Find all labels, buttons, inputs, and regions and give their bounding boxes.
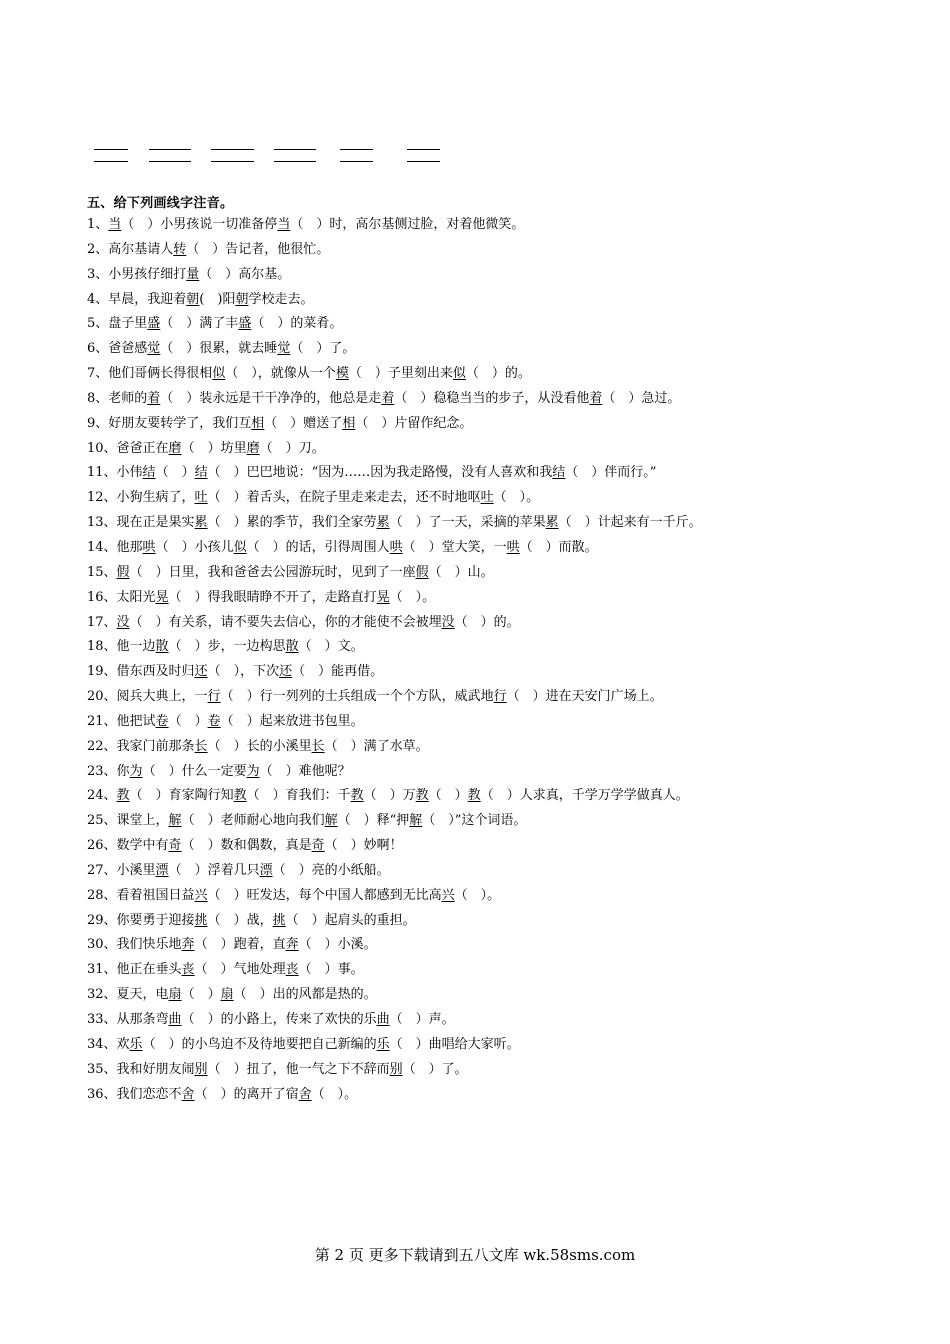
underlined-character: 漂: [259, 862, 273, 878]
exercise-text: （ ）的。: [454, 614, 520, 630]
exercise-text: （ ）。: [311, 1086, 358, 1102]
underlined-character: 漂: [155, 862, 169, 878]
exercise-item: [87, 933, 887, 958]
underlined-character: 乐: [129, 1036, 143, 1052]
exercise-item: [87, 834, 887, 859]
exercise-text: （ ）人求真，千学万学学做真人。: [480, 788, 689, 804]
exercise-text: （ ）赠送了: [264, 415, 343, 431]
underlined-character: 还: [279, 664, 293, 680]
underlined-character: 似: [233, 539, 247, 555]
underlined-character: 累: [376, 515, 390, 531]
exercise-text: （ ）小男孩说一切准备停: [121, 217, 278, 232]
exercise-text: （ ）的离开了宿: [194, 1086, 299, 1102]
underlined-character: 扇: [220, 987, 234, 1003]
blank-line: [274, 149, 316, 162]
blank-line: [149, 149, 191, 162]
exercise-text: 34、欢: [87, 1036, 130, 1052]
underlined-character: 转: [173, 241, 187, 257]
underlined-character: 结: [142, 465, 156, 481]
underlined-character: 吐: [194, 490, 208, 506]
underlined-character: 别: [389, 1061, 403, 1077]
exercise-text: 25、课堂上，: [87, 813, 169, 829]
exercise-text: 9、好朋友要转学了，我们互: [87, 415, 252, 431]
underlined-character: 还: [194, 664, 208, 680]
exercise-text: 12、小狗生病了，: [87, 490, 195, 506]
exercise-text: （ ）。: [389, 589, 436, 605]
exercise-text: （ ）刀。: [259, 440, 325, 456]
underlined-character: 累: [545, 515, 559, 531]
exercise-text: （ ）很累，就去睡: [160, 341, 278, 357]
exercise-text: （ ）稳稳当当的步子，从没看他: [394, 390, 590, 406]
exercise-text: （ ）急过。: [602, 390, 681, 406]
underlined-character: 行: [493, 689, 507, 705]
underlined-character: 为: [246, 763, 260, 779]
underlined-character: 量: [186, 266, 200, 282]
exercise-text: 26、数学中有: [87, 838, 169, 854]
exercise-text: （ ）旺发达，每个中国人都感到无比高: [207, 887, 442, 903]
exercise-text: 13、现在正是果实: [87, 515, 195, 531]
underlined-character: 哄: [142, 539, 156, 555]
exercise-text: 16、太阳光: [87, 589, 156, 605]
underlined-character: 奇: [311, 838, 325, 854]
underlined-character: 当: [277, 217, 291, 232]
underlined-character: 兴: [441, 887, 455, 903]
exercise-item: [87, 486, 887, 511]
underlined-character: 结: [552, 465, 566, 481]
exercise-text: 11、小伟: [87, 465, 143, 481]
underlined-character: 教: [233, 788, 247, 804]
exercise-text: （ ）出的风都是热的。: [233, 987, 377, 1003]
page-footer: 第 2 页 更多下载请到五八文库 wk.58sms.com: [314, 1246, 636, 1264]
exercise-text: （ ）声。: [389, 1012, 455, 1027]
exercise-text: 学校走去。: [248, 291, 314, 307]
exercise-text: 30、我们快乐地: [87, 937, 182, 953]
exercise-text: （ ）起来放进书包里。: [220, 713, 364, 729]
exercise-text: （ ）。: [454, 887, 501, 903]
underlined-character: 教: [116, 788, 130, 804]
underlined-character: 盛: [238, 316, 252, 332]
exercise-item: [87, 1083, 887, 1108]
exercise-text: 2、高尔基请人: [87, 241, 174, 257]
exercise-item: [87, 809, 887, 834]
underlined-character: 吐: [480, 490, 494, 506]
exercise-text: （ ）文。: [298, 639, 364, 655]
exercise-text: 24、: [87, 788, 117, 804]
underlined-character: 晃: [155, 589, 169, 605]
exercise-text: （ ）的菜肴。: [251, 316, 343, 332]
exercise-text: （ ）满了水草。: [324, 738, 429, 754]
exercise-item: [87, 611, 887, 636]
exercise-text: （ ）满了丰: [160, 316, 239, 332]
exercise-item: [87, 586, 887, 611]
exercise-text: （ ）。: [493, 490, 540, 506]
underlined-character: 散: [155, 639, 169, 655]
exercise-item: [87, 710, 887, 735]
underlined-character: 卷: [207, 713, 221, 729]
underlined-character: 没: [441, 614, 455, 630]
exercise-text: （ ）山。: [428, 564, 494, 580]
exercise-item: [87, 337, 887, 362]
underlined-character: 散: [285, 639, 299, 655]
underlined-character: 教: [350, 788, 364, 804]
exercise-text: （ ）时，高尔基侧过脸，对着他微笑。: [290, 217, 525, 232]
exercise-text: （ ）的。: [465, 366, 531, 382]
exercise-text: （ ）: [428, 788, 468, 804]
exercise-text: 35、我和好朋友闹: [87, 1061, 195, 1077]
exercise-text: （ ）妙啊！: [324, 838, 403, 854]
underlined-character: 似: [212, 366, 226, 382]
underlined-character: 磨: [168, 440, 182, 456]
exercise-text: 17、: [87, 614, 117, 630]
exercise-item: [87, 536, 887, 561]
underlined-character: 觉: [147, 341, 161, 357]
underlined-character: 着: [381, 390, 395, 406]
underlined-character: 卷: [155, 713, 169, 729]
exercise-text: （ ）巴巴地说：“因为……因为我走路慢，没有人喜欢和我: [207, 465, 553, 481]
exercise-text: （ ）”这个词语。: [422, 813, 527, 829]
exercise-text: 20、阅兵大典上，一: [87, 689, 208, 705]
exercise-text: （ ）育我们：千: [246, 788, 351, 804]
underlined-character: 着: [147, 390, 161, 406]
exercise-item: [87, 238, 887, 263]
exercise-text: 32、夏天，电: [87, 987, 169, 1003]
exercise-item: [87, 288, 887, 313]
exercise-text: 22、我家门前那条: [87, 738, 195, 754]
blank-line: [94, 149, 128, 162]
underlined-character: 别: [194, 1061, 208, 1077]
exercise-text: （ ）育家陶行知: [129, 788, 234, 804]
exercise-text: （ ）告记者，他很忙。: [186, 241, 330, 257]
exercise-text: 6、爸爸感: [87, 341, 148, 357]
underlined-character: 假: [415, 564, 429, 580]
exercise-text: （ ）跑着，直: [194, 937, 286, 953]
exercise-text: （ ）高尔基。: [199, 266, 291, 282]
exercise-item: [87, 735, 887, 760]
exercise-text: （ ）亮的小纸船。: [272, 862, 390, 878]
exercise-text: （ ）子里刻出来: [348, 366, 453, 382]
exercise-text: （ ）老师耐心地向我们: [181, 813, 325, 829]
underlined-character: 着: [589, 390, 603, 406]
underlined-character: 盛: [147, 316, 161, 332]
exercise-text: （ ）日里，我和爸爸去公园游玩时，见到了一座: [129, 564, 416, 580]
exercise-text: （ ）气地处理: [194, 962, 286, 978]
underlined-character: 舍: [181, 1086, 195, 1102]
underlined-character: 晃: [376, 589, 390, 605]
exercise-text: 36、我们恋恋不: [87, 1086, 182, 1102]
underlined-character: 结: [194, 465, 208, 481]
underlined-character: 行: [207, 689, 221, 705]
exercise-text: 5、盘子里: [87, 316, 148, 332]
exercise-list: [87, 213, 887, 1107]
exercise-text: 10、爸爸正在: [87, 440, 169, 456]
exercise-text: （ ）了。: [290, 341, 356, 357]
exercise-item: [87, 859, 887, 884]
exercise-text: （ ）数和偶数，真是: [181, 838, 312, 854]
exercise-text: （ ）浮着几只: [168, 862, 260, 878]
exercise-item: [87, 412, 887, 437]
exercise-item: [87, 561, 887, 586]
exercise-text: （ ），下次: [207, 664, 280, 680]
exercise-text: （ ）而散。: [519, 539, 598, 555]
exercise-text: （ ）的小鸟迫不及待地要把自己新编的: [142, 1036, 377, 1052]
underlined-character: 曲: [376, 1012, 390, 1027]
underlined-character: 扇: [168, 987, 182, 1003]
underlined-character: 朝: [186, 291, 200, 307]
exercise-text: （ ）难他呢？: [259, 763, 351, 779]
exercise-text: 19、借东西及时归: [87, 664, 195, 680]
exercise-item: [87, 1008, 887, 1033]
exercise-text: （ ）的话，引得周围人: [246, 539, 390, 555]
exercise-text: （ ）: [155, 465, 195, 481]
exercise-text: （ ）了。: [402, 1061, 468, 1077]
exercise-text: （ ）小孩儿: [155, 539, 234, 555]
exercise-item: [87, 263, 887, 288]
exercise-text: 21、他把试: [87, 713, 156, 729]
exercise-text: （ ）的小路上，传来了欢快的乐: [181, 1012, 377, 1027]
exercise-text: （ ）行一列列的士兵组成一个个方队，威武地: [220, 689, 494, 705]
exercise-item: [87, 760, 887, 785]
exercise-item: [87, 387, 887, 412]
exercise-text: （ ）得我眼睛睁不开了，走路直打: [168, 589, 377, 605]
exercise-text: （ ）释“押: [337, 813, 410, 829]
exercise-text: （ ）计起来有一千斤。: [558, 515, 702, 531]
exercise-item: [87, 784, 887, 809]
underlined-character: 似: [452, 366, 466, 382]
exercise-item: [87, 884, 887, 909]
underlined-character: 没: [116, 614, 130, 630]
exercise-text: （ ）起肩头的重担。: [285, 912, 416, 928]
exercise-text: （ ）什么一定要: [142, 763, 247, 779]
exercise-text: 23、你: [87, 763, 130, 779]
underlined-character: 哄: [389, 539, 403, 555]
exercise-text: （ ）进在天安门广场上。: [506, 689, 663, 705]
exercise-text: （ ）着舌头，在院子里走来走去，还不时地呕: [207, 490, 481, 506]
exercise-text: 18、他一边: [87, 639, 156, 655]
exercise-item: [87, 312, 887, 337]
exercise-text: 28、看着祖国日益: [87, 887, 195, 903]
exercise-text: （ ）坊里: [181, 440, 247, 456]
exercise-item: [87, 511, 887, 536]
exercise-text: 4、早晨，我迎着: [87, 291, 187, 307]
underlined-character: 累: [194, 515, 208, 531]
exercise-text: 29、你要勇于迎接: [87, 912, 195, 928]
exercise-item: [87, 1058, 887, 1083]
underlined-character: 长: [194, 738, 208, 754]
exercise-text: （ ）能再借。: [292, 664, 384, 680]
exercise-item: [87, 213, 887, 238]
exercise-item: [87, 685, 887, 710]
underlined-character: 解: [324, 813, 338, 829]
exercise-text: （ ）事。: [298, 962, 364, 978]
exercise-text: （ ）累的季节，我们全家劳: [207, 515, 377, 531]
underlined-character: 假: [116, 564, 130, 580]
exercise-text: （ ）伴而行。”: [565, 465, 657, 481]
exercise-item: [87, 635, 887, 660]
underlined-character: 觉: [277, 341, 291, 357]
underlined-character: 教: [467, 788, 481, 804]
blank-line: [407, 149, 440, 162]
underlined-character: 朝: [235, 291, 249, 307]
underlined-character: 为: [129, 763, 143, 779]
underlined-character: 磨: [246, 440, 260, 456]
exercise-text: （ ）曲唱给大家听。: [389, 1036, 520, 1052]
exercise-text: 1、: [87, 217, 109, 232]
exercise-text: （ ）了一天，采摘的苹果: [389, 515, 546, 531]
exercise-text: 27、小溪里: [87, 862, 156, 878]
underlined-character: 当: [108, 217, 122, 232]
exercise-item: [87, 660, 887, 685]
exercise-item: [87, 909, 887, 934]
underlined-character: 丧: [181, 962, 195, 978]
underlined-character: 奔: [181, 937, 195, 953]
exercise-item: [87, 1033, 887, 1058]
exercise-text: （ ）小溪。: [298, 937, 377, 953]
blank-line: [340, 149, 373, 162]
exercise-text: 14、他那: [87, 539, 143, 555]
underlined-character: 挑: [272, 912, 286, 928]
underlined-character: 挑: [194, 912, 208, 928]
exercise-item: [87, 983, 887, 1008]
underlined-character: 舍: [298, 1086, 312, 1102]
exercise-item: [87, 461, 887, 486]
underlined-character: 奇: [168, 838, 182, 854]
exercise-item: [87, 958, 887, 983]
exercise-item: [87, 437, 887, 462]
underlined-character: 哄: [506, 539, 520, 555]
underlined-character: 相: [342, 415, 356, 431]
exercise-text: （ ），就像从一个: [225, 366, 336, 382]
exercise-text: ( )阳: [199, 291, 236, 307]
exercise-text: （ ）战，: [207, 912, 273, 928]
underlined-character: 丧: [285, 962, 299, 978]
exercise-text: （ ）片留作纪念。: [355, 415, 473, 431]
exercise-text: （ ）: [181, 987, 221, 1003]
blank-line: [211, 149, 254, 162]
exercise-text: （ ）堂大笑，一: [402, 539, 507, 555]
underlined-character: 兴: [194, 887, 208, 903]
exercise-text: 15、: [87, 564, 117, 580]
exercise-text: （ ）: [168, 713, 208, 729]
underlined-character: 长: [311, 738, 325, 754]
section-title: 五、给下列画线字注音。: [87, 196, 234, 211]
exercise-text: （ ）装永远是干干净净的，他总是走: [160, 390, 382, 406]
exercise-text: （ ）步，一边构思: [168, 639, 286, 655]
exercise-text: 33、从那条弯: [87, 1012, 169, 1027]
exercise-text: 31、他正在垂头: [87, 962, 182, 978]
underlined-character: 教: [415, 788, 429, 804]
exercise-text: 8、老师的: [87, 390, 148, 406]
underlined-character: 相: [251, 415, 265, 431]
exercise-text: 7、他们哥俩长得很相: [87, 366, 213, 382]
exercise-text: （ ）长的小溪里: [207, 738, 312, 754]
underlined-character: 乐: [376, 1036, 390, 1052]
exercise-item: [87, 362, 887, 387]
exercise-text: 3、小男孩仔细打: [87, 266, 187, 282]
underlined-character: 曲: [168, 1012, 182, 1027]
exercise-text: （ ）扭了，他一气之下不辞而: [207, 1061, 390, 1077]
underlined-character: 模: [335, 366, 349, 382]
underlined-character: 解: [409, 813, 423, 829]
exercise-text: （ ）有关系，请不要失去信心，你的才能使不会被埋: [129, 614, 442, 630]
underlined-character: 解: [168, 813, 182, 829]
underlined-character: 奔: [285, 937, 299, 953]
exercise-text: （ ）万: [363, 788, 416, 804]
